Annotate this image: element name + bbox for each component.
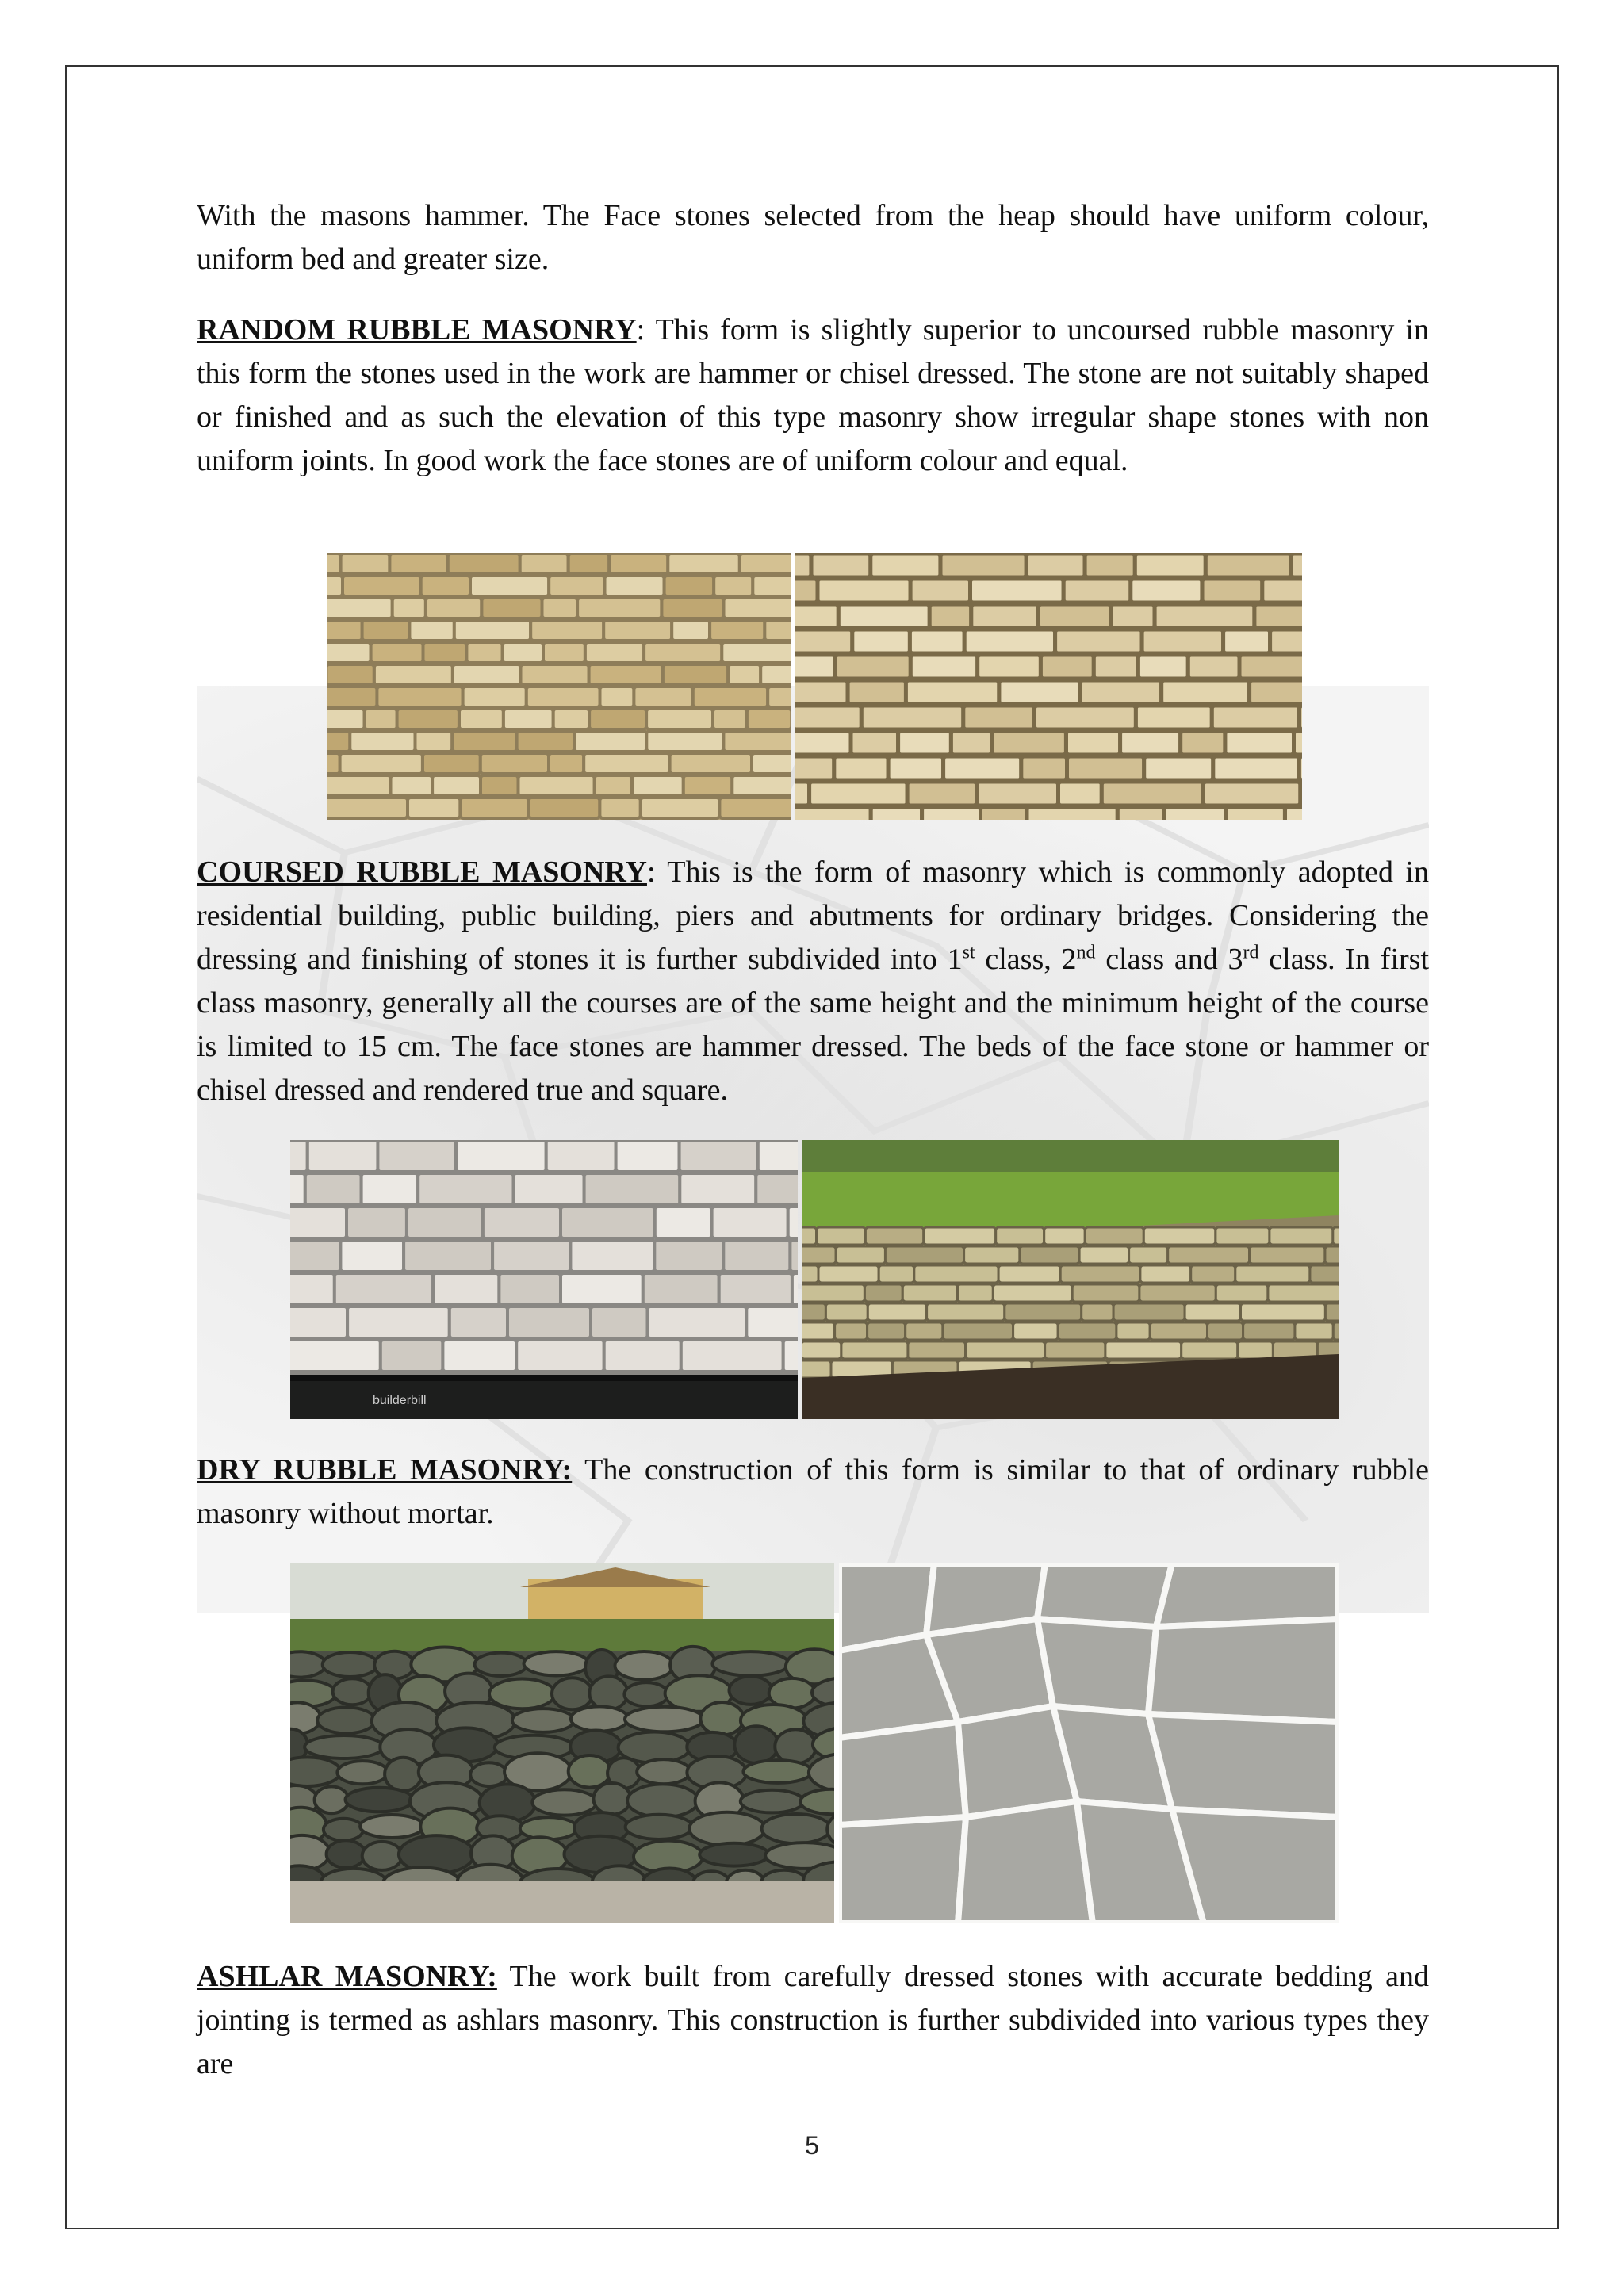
coursed-rubble-text-d: class. In first class masonry, generally all the courses are of the same height and the minimum height of the course is limited to 15 cm. The face stones are hammer dressed. The beds of the face stone or hammer or chisel dressed and rendered true and square.	[197, 943, 1430, 1107]
dry-stone-wall-image	[290, 1563, 834, 1923]
dry-rubble-text: The construction of this form is similar to that of ordinary rubble masonry without mortar.	[197, 1453, 1429, 1530]
photo-credit: builderbill	[373, 1394, 427, 1407]
random-rubble-heading: RANDOM RUBBLE MASONRY	[197, 313, 637, 346]
ashlar-paragraph	[197, 1955, 1429, 2086]
coursed-rubble-heading: COURSED RUBBLE MASONRY	[197, 855, 647, 889]
field-stone-wall-image	[802, 1140, 1339, 1419]
random-rubble-text: : This form is slightly superior to uncoursed rubble masonry in this form the stones used in the work are hammer or chisel dressed. The stone are not suitably shaped or finished and as such the elevation of this type masonry show irregular shape stones with non uniform joints. In good work the face stones are of uniform colour and equal.	[197, 313, 1429, 477]
coursed-rubble-text-c: class and 3	[1095, 943, 1243, 976]
coursed-rubble-photo-right	[802, 1140, 1339, 1419]
random-rubble-paragraph	[197, 308, 1429, 483]
random-rubble-photo-right	[795, 553, 1302, 820]
coursed-rubble-text-a: : This is the form of masonry which is commonly adopted in residential building, public building, piers and abutments for ordinary bridges. Considering the dressing and finishing of stones it is further subdivided into 1	[197, 855, 1429, 976]
ashlar-text: The work built from carefully dressed stones with accurate bedding and jointing is termed as ashlars masonry. This construction is further subdivided into various types they are	[197, 1960, 1430, 2080]
page-number: 5	[805, 2131, 819, 2160]
dry-rubble-paragraph	[197, 1448, 1429, 1536]
superscript-st: st	[962, 942, 975, 963]
dry-rubble-photo-right	[839, 1563, 1339, 1923]
superscript-rd: rd	[1243, 942, 1259, 963]
dry-rubble-photo-left	[290, 1563, 834, 1923]
polygonal-stone-wall-image	[839, 1563, 1339, 1923]
coursed-block-wall-image	[290, 1140, 798, 1419]
coursed-rubble-paragraph	[197, 851, 1429, 1112]
random-rubble-photo-left	[327, 553, 791, 820]
superscript-nd: nd	[1076, 942, 1096, 963]
dry-rubble-heading: DRY RUBBLE MASONRY:	[197, 1453, 573, 1487]
coursed-rubble-photo-left	[290, 1140, 798, 1419]
ashlar-heading: ASHLAR MASONRY:	[197, 1960, 497, 1993]
intro-text: With the masons hammer. The Face stones selected from the heap should have uniform colour, uniform bed and greater size.	[197, 199, 1429, 276]
intro-paragraph	[197, 194, 1429, 281]
coursed-rubble-text-b: class, 2	[975, 943, 1077, 976]
sandstone-wall-image	[327, 553, 791, 820]
limestone-wall-image	[795, 553, 1302, 820]
